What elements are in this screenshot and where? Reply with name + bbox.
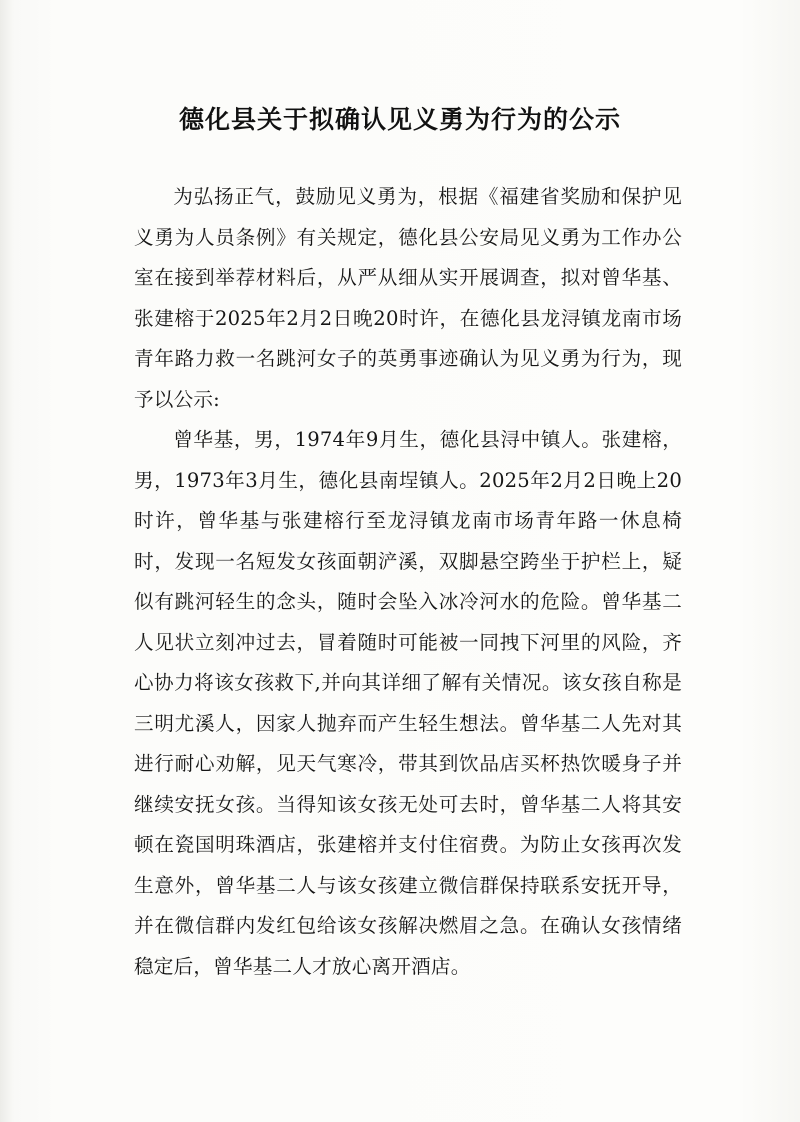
document-title: 德化县关于拟确认见义勇为行为的公示: [178, 105, 621, 134]
paragraph-intro: 为弘扬正气，鼓励见义勇为，根据《福建省奖励和保护见义勇为人员条例》有关规定，德化县公安局见义勇为工作办公室在接到举荐材料后，从严从细从实开展调查，拟对曾华基、张建榕于2025年2月2日晚20时许，在德化县龙浔镇龙南市场青年路力救一名跳河女子的英勇事迹确认为见义勇为行为，现予以公示:: [134, 185, 682, 411]
document-body: [134, 177, 682, 987]
paragraph-details: 曾华基，男，1974年9月生，德化县浔中镇人。张建榕，男，1973年3月生，德化县南埕镇人。2025年2月2日晚上20时许，曾华基与张建榕行至龙浔镇龙南市场青年路一休息椅时，发现一名短发女孩面朝浐溪，双脚悬空跨坐于护栏上，疑似有跳河轻生的念头，随时会坠入冰冷河水的危险。曾华基二人见状立刻冲过去，冒着随时可能被一同拽下河里的风险，齐心协力将该女孩救下,并向其详细了解有关情况。该女孩自称是三明尤溪人，因家人抛弃而产生轻生想法。曾华基二人先对其进行耐心劝解，见天气寒冷，带其到饮品店买杯热饮暖身子并继续安抚女孩。当得知该女孩无处可去时，曾华基二人将其安顿在瓷国明珠酒店，张建榕并支付住宿费。为防止女孩再次发生意外，曾华基二人与该女孩建立微信群保持联系安抚开导，并在微信群内发红包给该女孩解决燃眉之急。在确认女孩情绪稳定后，曾华基二人才放心离开酒店。: [134, 428, 682, 978]
